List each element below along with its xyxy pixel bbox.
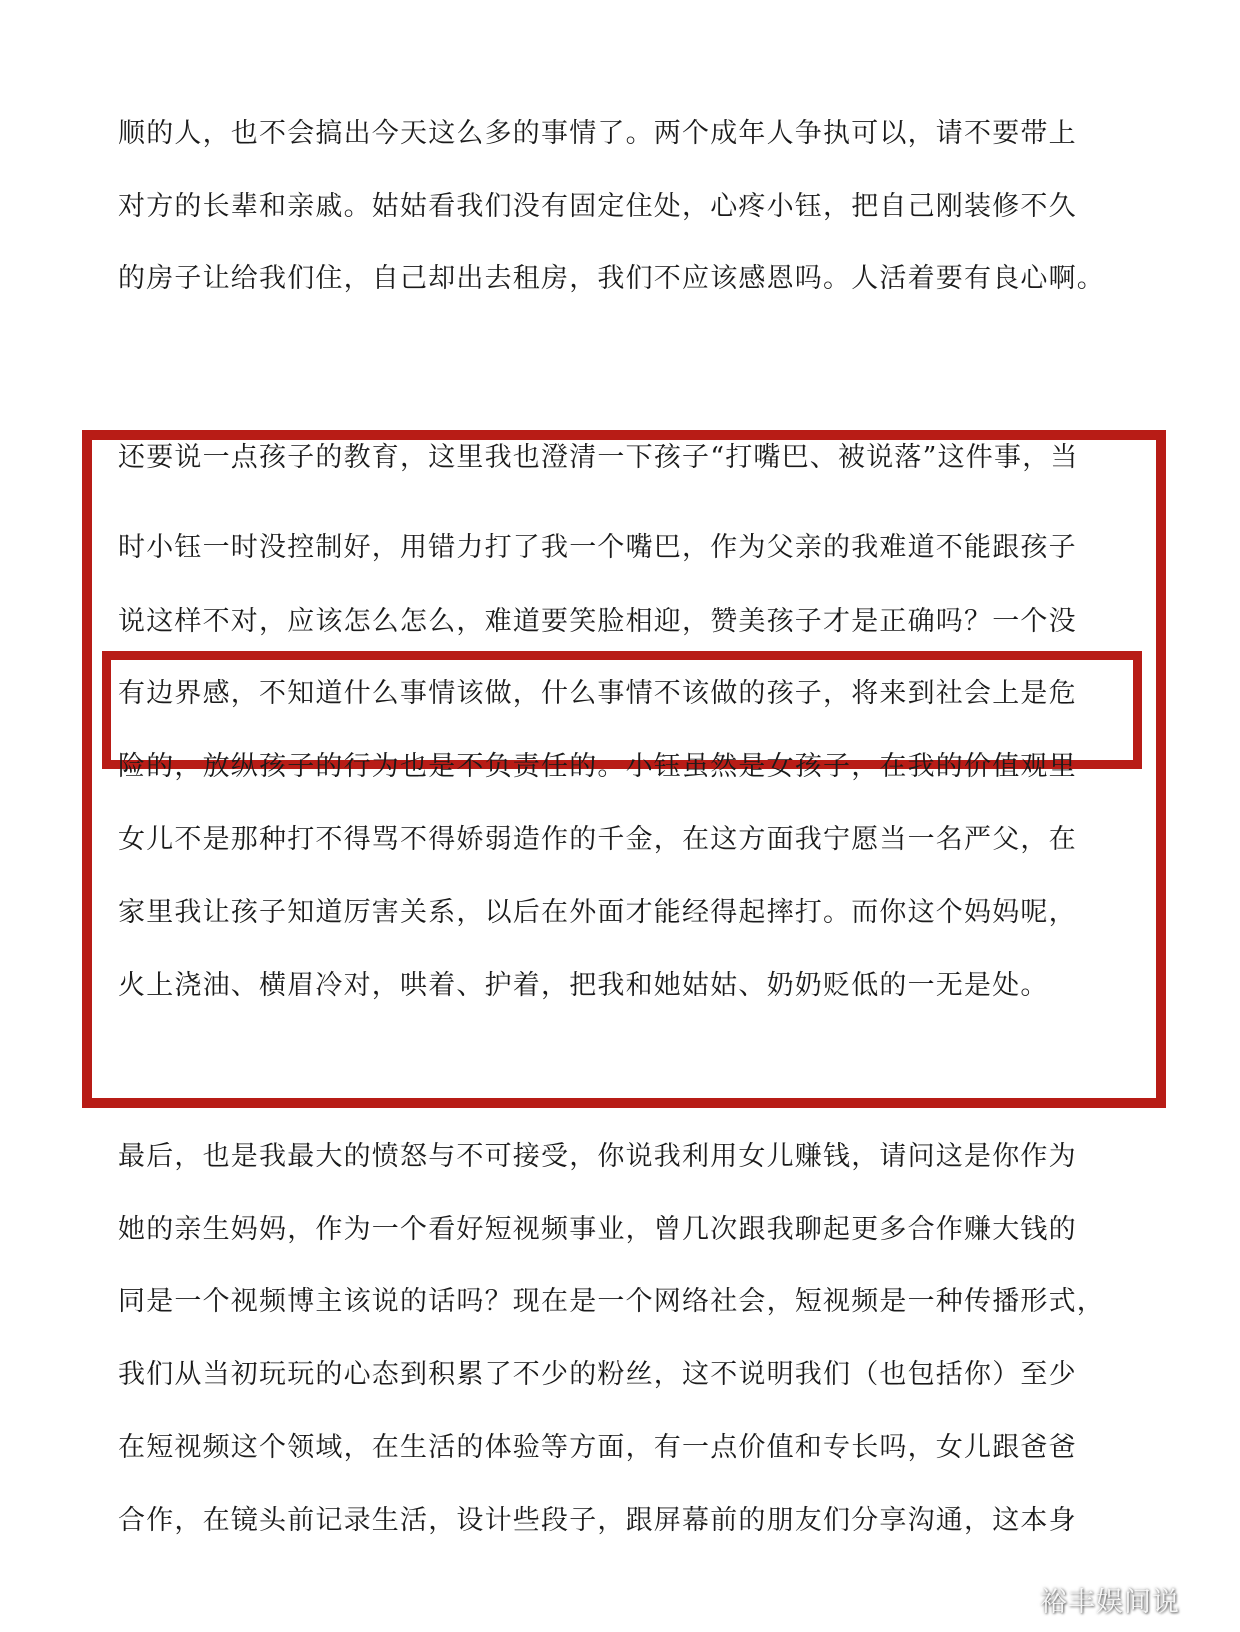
paragraph-1-line-3: 的房子让给我们住，自己却出去租房，我们不应该感恩吗。人活着要有良心啊。 [118,263,1105,294]
paragraph-2-line-6: 女儿不是那种打不得骂不得娇弱造作的千金，在这方面我宁愿当一名严父，在 [118,824,1077,855]
paragraph-3-line-6: 合作，在镜头前记录生活，设计些段子，跟屏幕前的朋友们分享沟通，这本身 [118,1505,1077,1536]
paragraph-1-line-1: 顺的人，也不会搞出今天这么多的事情了。两个成年人争执可以，请不要带上 [118,118,1077,149]
paragraph-3-line-5: 在短视频这个领域，在生活的体验等方面，有一点价值和专长吗，女儿跟爸爸 [118,1432,1077,1463]
paragraph-2-line-8: 火上浇油、横眉冷对，哄着、护着，把我和她姑姑、奶奶贬低的一无是处。 [118,970,1049,1001]
watermark: 裕丰娱间说 [1040,1587,1180,1618]
paragraph-2-line-1: 还要说一点孩子的教育，这里我也澄清一下孩子“打嘴巴、被说落”这件事，当 [118,442,1079,473]
paragraph-3-line-3: 同是一个视频博主该说的话吗？现在是一个网络社会，短视频是一种传播形式， [118,1286,1105,1317]
paragraph-2-line-5: 险的，放纵孩子的行为也是不负责任的。小钰虽然是女孩子，在我的价值观里 [118,751,1077,782]
paragraph-3-line-4: 我们从当初玩玩的心态到积累了不少的粉丝，这不说明我们（也包括你）至少 [118,1359,1077,1390]
paragraph-3-line-2: 她的亲生妈妈，作为一个看好短视频事业，曾几次跟我聊起更多合作赚大钱的 [118,1214,1077,1245]
paragraph-1-line-2: 对方的长辈和亲戚。姑姑看我们没有固定住处，心疼小钰，把自己刚装修不久 [118,191,1077,222]
paragraph-2-line-2: 时小钰一时没控制好，用错力打了我一个嘴巴，作为父亲的我难道不能跟孩子 [118,532,1077,563]
paragraph-2-line-7: 家里我让孩子知道厉害关系，以后在外面才能经得起摔打。而你这个妈妈呢， [118,897,1077,928]
paragraph-2-line-3: 说这样不对，应该怎么怎么，难道要笑脸相迎，赞美孩子才是正确吗？一个没 [118,606,1077,637]
paragraph-3-line-1: 最后，也是我最大的愤怒与不可接受，你说我利用女儿赚钱，请问这是你作为 [118,1141,1077,1172]
paragraph-2-line-4: 有边界感，不知道什么事情该做，什么事情不该做的孩子，将来到社会上是危 [118,678,1077,709]
